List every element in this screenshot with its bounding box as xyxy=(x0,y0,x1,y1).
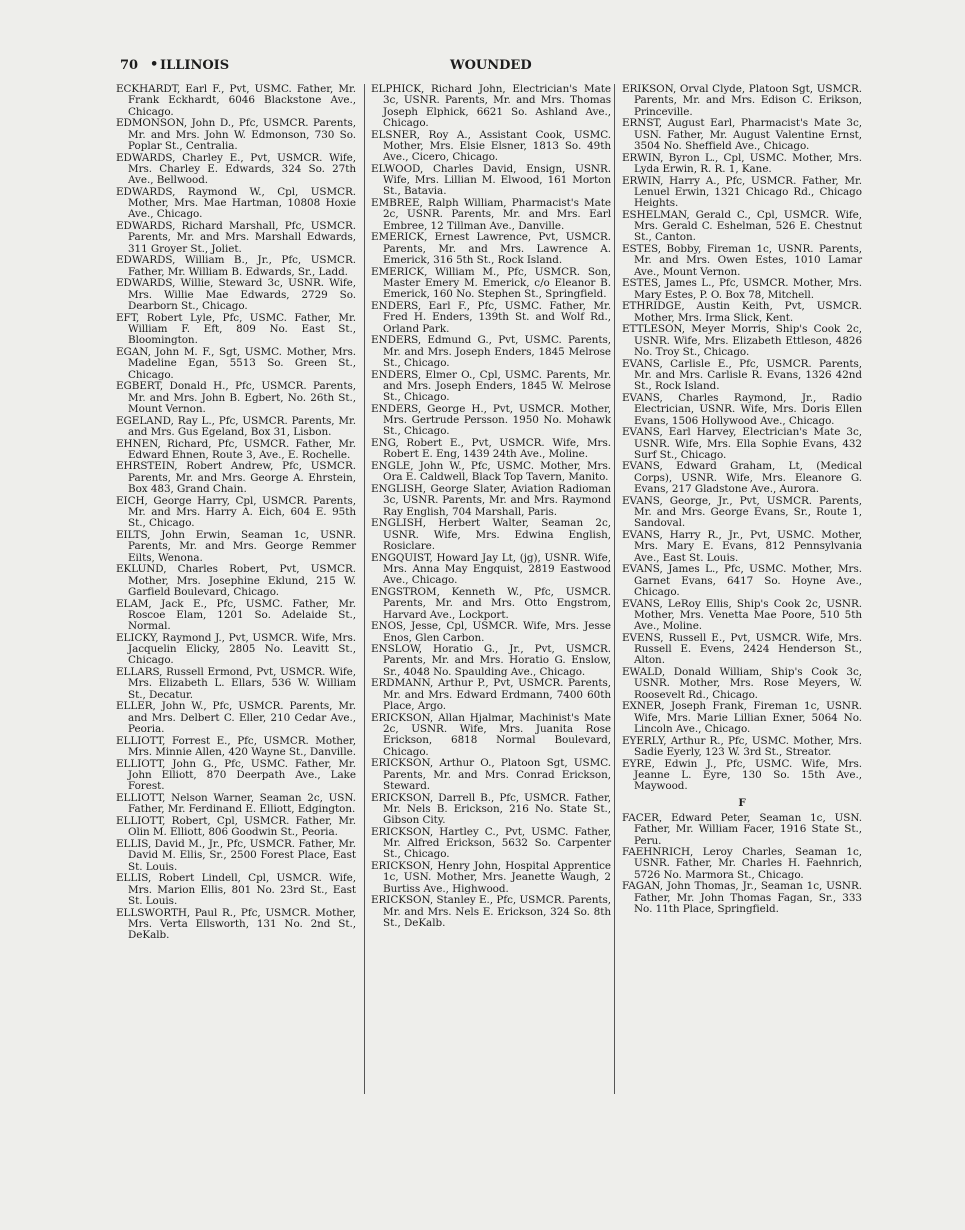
casualty-entry: EMBREE, Ralph William, Pharmacist's Mate 2c, USNR. Parents, Mr. and Mrs. Earl Embree, 12 Tillman Ave., Danville. xyxy=(371,197,611,232)
casualty-entry: ELPHICK, Richard John, Electrician's Mate 3c, USNR. Parents, Mr. and Mrs. Thomas Joseph Elphick, 6621 So. Ashland Ave., Chicago. xyxy=(371,83,611,129)
casualty-entry: EWALD, Donald William, Ship's Cook 3c, USNR. Mother, Mrs. Rose Meyers, W. Roosevelt Rd., Chicago. xyxy=(622,666,862,701)
casualty-entry: ECKHARDT, Earl F., Pvt, USMC. Father, Mr. Frank Eckhardt, 6046 Blackstone Ave., Chicago. xyxy=(116,83,356,118)
casualty-entry: ELLIS, Robert Lindell, Cpl, USMCR. Wife, Mrs. Marion Ellis, 801 No. 23rd St., East St. Louis. xyxy=(116,872,356,907)
casualty-entry: EYERLY, Arthur R., Pfc, USMC. Mother, Mrs. Sadie Eyerly, 123 W. 3rd St., Streator. xyxy=(622,734,862,759)
casualty-entry: EDWARDS, Richard Marshall, Pfc, USMCR. Parents, Mr. and Mrs. Marshall Edwards, 311 Groyer St., Joliet. xyxy=(116,220,356,255)
casualty-entry: ENSLOW, Horatio G., Jr., Pvt, USMCR. Parents, Mr. and Mrs. Horatio G. Enslow, Sr., 4048 No. Spaulding Ave., Chicago. xyxy=(371,643,611,678)
casualty-entry: EFT, Robert Lyle, Pfc, USMC. Father, Mr. William F. Eft, 809 No. East St., Bloomington. xyxy=(116,311,356,347)
casualty-entry: ENGLISH, George Slater, Aviation Radioman 3c, USNR. Parents, Mr. and Mrs. Raymond Ray English, 704 Marshall, Paris. xyxy=(371,483,611,518)
casualty-entry: ENOS, Jesse, Cpl, USMCR. Wife, Mrs. Jesse Enos, Glen Carbon. xyxy=(371,620,611,644)
casualty-entry: EDWARDS, Raymond W., Cpl, USMCR. Mother, Mrs. Mae Hartman, 10808 Hoxie Ave., Chicago. xyxy=(116,185,356,221)
section-letter: F xyxy=(738,796,746,809)
casualty-entry: EVANS, Carlisle E., Pfc, USMCR. Parents, Mr. and Mrs. Carlisle R. Evans, 1326 42nd St., Rock Island. xyxy=(622,357,862,393)
casualty-entry: EYRE, Edwin J., Pfc, USMC. Wife, Mrs. Jeanne L. Eyre, 130 So. 15th Ave., Maywood. xyxy=(622,757,862,793)
casualty-entry: EILTS, John Erwin, Seaman 1c, USNR. Parents, Mr. and Mrs. George Remmer Eilts, Wenona. xyxy=(116,529,356,564)
casualty-entry: ENGQUIST, Howard Jay Lt, (jg), USNR. Wife, Mrs. Anna May Engquist, 2819 Eastwood Ave., Chicago. xyxy=(371,551,611,587)
casualty-entry: ERICKSON, Darrell B., Pfc, USMCR. Father, Mr. Nels B. Erickson, 216 No. State St., Gibson City. xyxy=(371,791,611,827)
page-title: WOUNDED xyxy=(450,58,532,73)
casualty-entry: ENDERS, Earl F., Pfc, USMC. Father, Mr. Fred H. Enders, 139th St. and Wolf Rd., Orland Park. xyxy=(371,299,611,335)
casualty-entry: ERWIN, Byron L., Cpl, USMC. Mother, Mrs. Lyda Erwin, R. R. 1, Kane. xyxy=(622,151,862,175)
casualty-entry: EVANS, LeRoy Ellis, Ship's Cook 2c, USNR. Mother, Mrs. Venetta Mae Poore, 510 5th Ave., Moline. xyxy=(622,597,862,633)
casualty-entry: ERICKSON, Allan Hjalmar, Machinist's Mate 2c, USNR. Wife, Mrs. Juanita Rose Erickson, 6818 Normal Boulevard, Chicago. xyxy=(371,711,611,758)
column-3-f-entries xyxy=(622,813,862,915)
casualty-entry: ERIKSON, Orval Clyde, Platoon Sgt, USMCR. Parents, Mr. and Mrs. Edison C. Erikson, Princeville. xyxy=(622,83,862,118)
casualty-entry: ESHELMAN, Gerald C., Cpl, USMCR. Wife, Mrs. Gerald C. Eshelman, 526 E. Chestnut St., Canton. xyxy=(622,208,862,244)
casualty-entry: ERICKSON, Henry John, Hospital Apprentice 1c, USN. Mother, Mrs. Jeanette Waugh, 2 Burtiss Ave., Highwood. xyxy=(371,860,611,895)
casualty-entry: ELLIOTT, Nelson Warner, Seaman 2c, USN. Father, Mr. Ferdinand E. Elliott, Edgington. xyxy=(116,792,356,816)
casualty-entry: ERWIN, Harry A., Pfc, USMCR. Father, Mr. Lenuel Erwin, 1321 Chicago Rd., Chicago Heights. xyxy=(622,174,862,210)
casualty-entry: EGAN, John M. F., Sgt, USMC. Mother, Mrs. Madeline Egan, 5513 So. Green St., Chicago. xyxy=(116,345,356,381)
casualty-entry: FAEHNRICH, Leroy Charles, Seaman 1c, USNR. Father, Mr. Charles H. Faehnrich, 5726 No. Marmora St., Chicago. xyxy=(622,846,862,881)
casualty-entry: ELLIOTT, John G., Pfc, USMC. Father, Mr. John Elliott, 870 Deerpath Ave., Lake Forest. xyxy=(116,757,356,793)
casualty-entry: EVANS, Charles Raymond, Jr., Radio Electrician, USNR. Wife, Mrs. Doris Ellen Evans, 1506 Hollywood Ave., Chicago. xyxy=(622,391,862,427)
casualty-entry: EXNER, Joseph Frank, Fireman 1c, USNR. Wife, Mrs. Marie Lillian Exner, 5064 No. Lincoln Ave., Chicago. xyxy=(622,700,862,736)
casualty-entry: EDWARDS, William B., Jr., Pfc, USMCR. Father, Mr. William B. Edwards, Sr., Ladd. xyxy=(116,254,356,278)
casualty-entry: ERICKSON, Arthur O., Platoon Sgt, USMC. Parents, Mr. and Mrs. Conrad Erickson, Steward. xyxy=(371,757,611,792)
casualty-entry: ENGLE, John W., Pfc, USMC. Mother, Mrs. Ora E. Caldwell, Black Top Tavern, Manito. xyxy=(371,460,611,484)
casualty-entry: EKLUND, Charles Robert, Pvt, USMCR. Mother, Mrs. Josephine Eklund, 215 W. Garfield Boulevard, Chicago. xyxy=(116,563,356,598)
page-number: 70 xyxy=(120,58,139,73)
casualty-entry: ERDMANN, Arthur P., Pvt, USMCR. Parents, Mr. and Mrs. Edward Erdmann, 7400 60th Place, Argo. xyxy=(371,677,611,713)
page-header xyxy=(120,58,860,78)
casualty-entry: EVENS, Russell E., Pvt, USMCR. Wife, Mrs. Russell E. Evens, 2424 Henderson St., Alton. xyxy=(622,631,862,667)
casualty-entry: ELSNER, Roy A., Assistant Cook, USMC. Mother, Mrs. Elsie Elsner, 1813 So. 49th Ave., Cicero, Chicago. xyxy=(371,128,611,164)
casualty-entry: ENDERS, George H., Pvt, USMCR. Mother, Mrs. Gertrude Persson. 1950 No. Mohawk St., Chicago. xyxy=(371,402,611,438)
casualty-entry: ELLER, John W., Pfc, USMCR. Parents, Mr. and Mrs. Delbert C. Eller, 210 Cedar Ave., Peoria. xyxy=(116,700,356,736)
separator-bullet: • xyxy=(150,57,159,72)
column-divider xyxy=(364,84,365,1094)
casualty-entry: EVANS, Edward Graham, Lt, (Medical Corps), USNR. Wife, Mrs. Eleanore G. Evans, 217 Gladstone Ave., Aurora. xyxy=(622,460,862,496)
casualty-entry: FACER, Edward Peter, Seaman 1c, USN. Father, Mr. William Facer, 1916 State St., Peru. xyxy=(622,811,862,847)
casualty-entry: ETHRIDGE, Austin Keith, Pvt, USMCR. Mother, Mrs. Irma Slick, Kent. xyxy=(622,300,862,324)
casualty-entry: EDWARDS, Willie, Steward 3c, USNR. Wife, Mrs. Willie Mae Edwards, 2729 So. Dearborn St., Chicago. xyxy=(116,277,356,312)
casualty-entry: ESTES, James L., Pfc, USMCR. Mother, Mrs. Mary Estes, P. O. Box 78, Mitchell. xyxy=(622,277,862,301)
casualty-entry: ELLIS, David M., Jr., Pfc, USMCR. Father, Mr. David M. Ellis, Sr., 2500 Forest Place, East St. Louis. xyxy=(116,837,356,873)
casualty-entry: EHNEN, Richard, Pfc, USMCR. Father, Mr. Edward Ehnen, Route 3, Ave., E. Rochelle. xyxy=(116,437,356,461)
casualty-entry: EDMONSON, John D., Pfc, USMCR. Parents, Mr. and Mrs. John W. Edmonson, 730 So. Poplar St., Centralia. xyxy=(116,117,356,152)
casualty-entry: ELLIOTT, Robert, Cpl, USMCR. Father, Mr. Olin M. Elliott, 806 Goodwin St., Peoria. xyxy=(116,814,356,839)
casualty-entry: EVANS, George, Jr., Pvt, USMCR. Parents, Mr. and Mrs. George Evans, Sr., Route 1, Sandoval. xyxy=(622,494,862,530)
column-3 xyxy=(622,84,862,916)
casualty-entry: ETTLESON, Meyer Morris, Ship's Cook 2c, USNR. Wife, Mrs. Elizabeth Ettleson, 4826 No. Troy St., Chicago. xyxy=(622,323,862,358)
casualty-entry: ERNST, August Earl, Pharmacist's Mate 3c, USN. Father, Mr. August Valentine Ernst, 3504 No. Sheffield Ave., Chicago. xyxy=(622,117,862,152)
casualty-entry: ELWOOD, Charles David, Ensign, USNR. Wife, Mrs. Lillian M. Elwood, 161 Morton St., Batavia. xyxy=(371,162,611,198)
casualty-entry: EVANS, James L., Pfc, USMC. Mother, Mrs. Garnet Evans, 6417 So. Hoyne Ave., Chicago. xyxy=(622,563,862,598)
casualty-entry: EVANS, Earl Harvey, Electrician's Mate 3c, USNR. Wife, Mrs. Ella Sophie Evans, 432 Surf St., Chicago. xyxy=(622,426,862,461)
casualty-entry: ENG, Robert E., Pvt, USMCR. Wife, Mrs. Robert E. Eng, 1439 24th Ave., Moline. xyxy=(371,437,611,461)
casualty-entry: ERICKSON, Stanley E., Pfc, USMCR. Parents, Mr. and Mrs. Nels E. Erickson, 324 So. 8th St., DeKalb. xyxy=(371,894,611,930)
casualty-entry: ENGSTROM, Kenneth W., Pfc, USMCR. Parents, Mr. and Mrs. Otto Engstrom, Harvard Ave., Lockport. xyxy=(371,585,611,621)
column-3-e-entries xyxy=(622,84,862,793)
casualty-entry: EMERICK, William M., Pfc, USMCR. Son, Master Emery M. Emerick, c/o Eleanor B. Emerick, 160 No. Stephen St., Springfield. xyxy=(371,265,611,301)
casualty-entry: ELLIOTT, Forrest E., Pfc, USMCR. Mother, Mrs. Minnie Allen, 420 Wayne St., Danville. xyxy=(116,734,356,759)
casualty-entry: EVANS, Harry R., Jr., Pvt, USMC. Mother, Mrs. Mary E. Evans, 812 Pennsylvania Ave., East St. Louis. xyxy=(622,529,862,564)
casualty-entry: ELLARS, Russell Ermond, Pvt, USMCR. Wife, Mrs. Elizabeth L. Ellars, 536 W. William St., Decatur. xyxy=(116,666,356,701)
casualty-entry: EGELAND, Ray L., Pfc, USMCR. Parents, Mr. and Mrs. Gus Egeland, Box 31, Lisbon. xyxy=(116,414,356,438)
state-name: ILLINOIS xyxy=(160,58,230,73)
casualty-entry: ENDERS, Edmund G., Pvt, USMC. Parents, Mr. and Mrs. Joseph Enders, 1845 Melrose St., Chicago. xyxy=(371,334,611,369)
column-2 xyxy=(371,84,611,930)
casualty-entry: ELLSWORTH, Paul R., Pfc, USMCR. Mother, Mrs. Verta Ellsworth, 131 No. 2nd St., DeKalb. xyxy=(116,906,356,942)
casualty-entry: FAGAN, John Thomas, Jr., Seaman 1c, USNR. Father, Mr. John Thomas Fagan, Sr., 333 No. 11th Place, Springfield. xyxy=(622,880,862,916)
casualty-entry: ENDERS, Elmer O., Cpl, USMC. Parents, Mr. and Mrs. Joseph Enders, 1845 W. Melrose St., Chicago. xyxy=(371,368,611,404)
casualty-entry: EICH, George Harry, Cpl, USMCR. Parents, Mr. and Mrs. Harry A. Eich, 604 E. 95th St., Chicago. xyxy=(116,494,356,530)
column-divider xyxy=(614,84,615,1094)
casualty-entry: EDWARDS, Charley E., Pvt, USMCR. Wife, Mrs. Charley E. Edwards, 324 So. 27th Ave., Bellwood. xyxy=(116,151,356,187)
casualty-entry: EGBERT, Donald H., Pfc, USMCR. Parents, Mr. and Mrs. John B. Egbert, No. 26th St., Mount Vernon. xyxy=(116,380,356,415)
casualty-entry: ELICKY, Raymond J., Pvt, USMCR. Wife, Mrs. Jacquelin Elicky, 2805 No. Leavitt St., Chicago. xyxy=(116,631,356,667)
casualty-entry: EHRSTEIN, Robert Andrew, Pfc, USMCR. Parents, Mr. and Mrs. George A. Ehrstein, Box 483, Grand Chain. xyxy=(116,460,356,496)
casualty-entry: ESTES, Bobby, Fireman 1c, USNR. Parents, Mr. and Mrs. Owen Estes, 1010 Lamar Ave., Mount Vernon. xyxy=(622,243,862,278)
casualty-entry: EMERICK, Ernest Lawrence, Pvt, USMCR. Parents, Mr. and Mrs. Lawrence A. Emerick, 316 5th St., Rock Island. xyxy=(371,231,611,267)
casualty-entry: ELAM, Jack E., Pfc, USMC. Father, Mr. Roscoe Elam, 1201 So. Adelaide St., Normal. xyxy=(116,597,356,633)
column-1 xyxy=(116,84,356,942)
casualty-entry: ERICKSON, Hartley C., Pvt, USMC. Father, Mr. Alfred Erickson, 5632 So. Carpenter St., Chicago. xyxy=(371,825,611,861)
casualty-entry: ENGLISH, Herbert Walter, Seaman 2c, USNR. Wife, Mrs. Edwina English, Rosiclare. xyxy=(371,517,611,552)
